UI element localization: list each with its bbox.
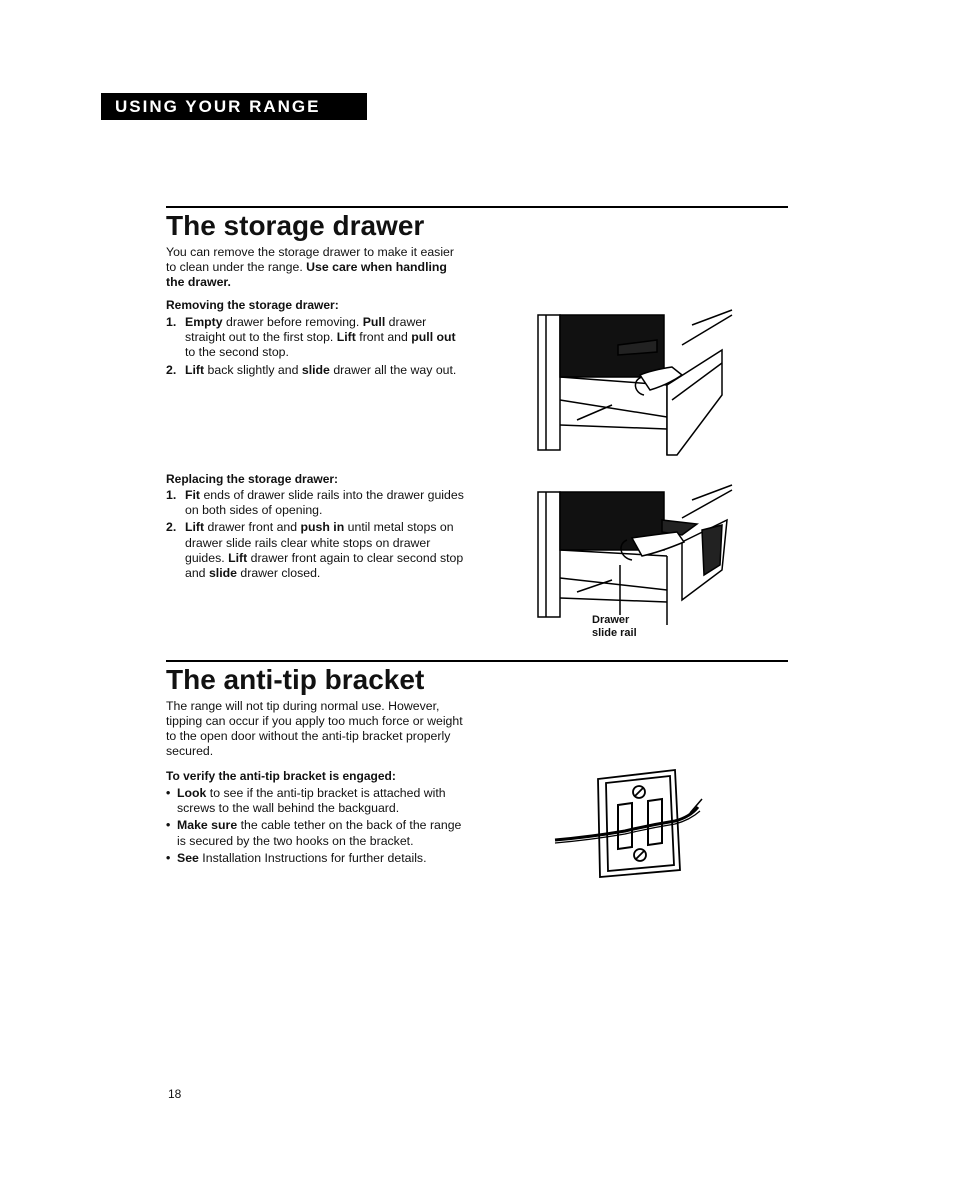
removing-steps	[166, 315, 466, 380]
list-item: • Look to see if the anti-tip bracket is attached with screws to the wall behind the backguard.	[166, 786, 446, 816]
verify-heading: To verify the anti-tip bracket is engaged:	[166, 769, 396, 783]
verify-bullets	[166, 786, 466, 868]
section-divider	[166, 206, 788, 208]
drawer-replacement-illustration	[532, 480, 742, 640]
list-item: 1. Fit ends of drawer slide rails into the drawer guides on both sides of opening.	[166, 488, 464, 518]
drawer-removal-illustration	[532, 305, 742, 465]
section-banner: USING YOUR RANGE	[101, 93, 367, 120]
section-divider	[166, 660, 788, 662]
page-number: 18	[168, 1087, 182, 1101]
anti-tip-bracket-title: The anti-tip bracket	[166, 664, 425, 695]
anti-tip-bracket-illustration	[550, 765, 720, 885]
list-item: • See Installation Instructions for further details.	[166, 850, 427, 865]
list-item: 2. Lift drawer front and push in until metal stops on drawer slide rails clear white stops on drawer guides. Lift drawer front again to clear second stop and slide drawer closed.	[166, 520, 464, 581]
removing-heading: Removing the storage drawer:	[166, 298, 339, 312]
storage-drawer-title: The storage drawer	[166, 210, 425, 241]
list-item: 1. Empty drawer before removing. Pull drawer straight out to the first stop. Lift front and pull out to the second stop.	[166, 315, 456, 360]
anti-tip-intro: The range will not tip during normal use. However, tipping can occur if you apply too much force or weight to the open door without the anti-tip bracket properly secured.	[166, 699, 463, 758]
replacing-steps	[166, 488, 466, 583]
storage-intro: You can remove the storage drawer to make it easier to clean under the range. Use care when handling the drawer.	[166, 245, 454, 289]
list-item: • Make sure the cable tether on the back of the range is secured by the two hooks on the bracket.	[166, 818, 462, 848]
list-item: 2. Lift back slightly and slide drawer all the way out.	[166, 362, 457, 377]
replacing-heading: Replacing the storage drawer:	[166, 472, 339, 486]
drawer-slide-rail-callout: Drawer slide rail	[592, 614, 637, 639]
